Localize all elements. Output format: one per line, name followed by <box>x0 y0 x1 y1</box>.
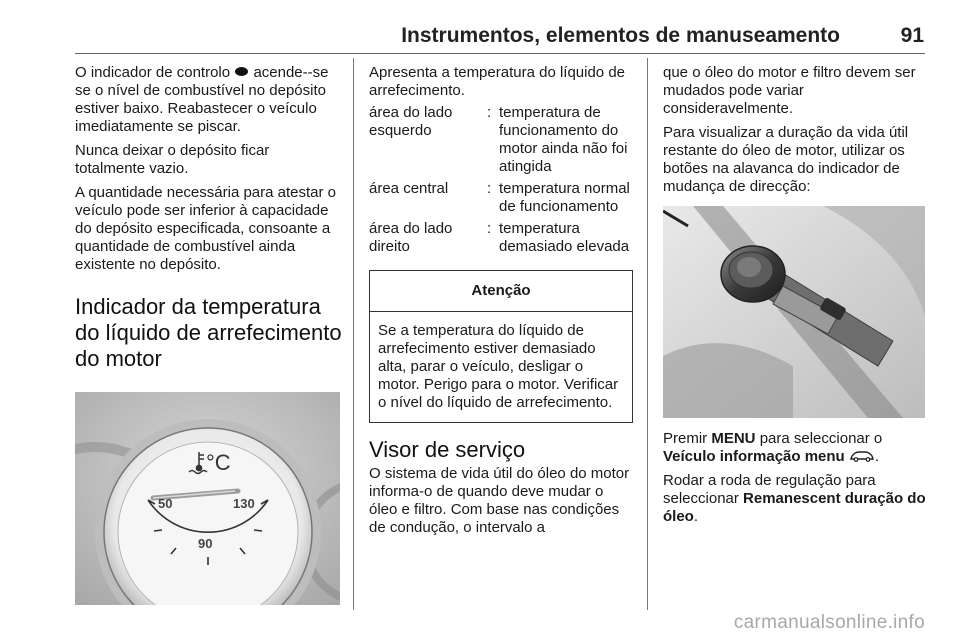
turn-signal-lever-image <box>663 206 925 418</box>
oil-life-instructions-paragraph: Para visualizar a duração da vida útil restante do óleo de motor, utilizar os botões na alavanca do indicador de mudança de direcção: <box>663 124 909 195</box>
watermark: carmanualsonline.info <box>733 612 925 633</box>
refuel-quantity-paragraph: A quantidade necessária para atestar o veículo pode ser inferior à capacidade do depósito especificada, consoante a quantidade de combustível ainda existente no depósito. <box>75 184 337 273</box>
gauge-label-50: 50 <box>158 496 173 511</box>
service-display-paragraph: O sistema de vida útil do óleo do motor informa-o de quando deve mudar o óleo e filtro. Com base nas condições de condução, o intervalo a <box>369 465 630 536</box>
menu-label: MENU <box>711 430 756 447</box>
coolant-intro-paragraph: Apresenta a temperatura do líquido de arrefecimento. <box>369 64 626 99</box>
svg-text:°C: °C <box>206 450 231 475</box>
fuel-warning-paragraph: O indicador de controlo acende--se se o nível de combustível no depósito estiver baixo. Reabastecer o veículo imediatamente se piscar. <box>75 64 329 135</box>
oil-interval-paragraph: que o óleo do motor e filtro devem ser mudados pode variar consideravelmente. <box>663 64 916 117</box>
gauge-label-90: 90 <box>198 536 213 551</box>
coolant-temperature-heading: Indicador da temperatura do líquido de arrefecimento do motor <box>75 294 342 371</box>
column-divider-1 <box>353 58 354 610</box>
table-row: área do lado direito : temperatura demasiado elevada <box>369 220 630 255</box>
caution-notice-box <box>369 270 633 423</box>
caution-notice-body: Se a temperatura do líquido de arrefecimento estiver demasiado alta, parar o veículo, desligar o motor. Perigo para o motor. Verificar o nível do líquido de arrefecimento. <box>378 322 619 411</box>
coolant-gauge-image <box>75 392 340 605</box>
empty-tank-paragraph: Nunca deixar o depósito ficar totalmente vazio. <box>75 142 270 177</box>
fuel-warning-indicator-icon <box>235 67 248 76</box>
temperature-zone-table <box>369 104 633 260</box>
vehicle-info-menu-label: Veículo informação menu <box>663 448 845 465</box>
table-row: área central : temperatura normal de funcionamento <box>369 180 630 215</box>
caution-notice-title: Atenção <box>370 271 632 312</box>
column-1 <box>75 64 343 605</box>
menu-instruction-paragraph: Premir MENU para seleccionar o Veículo informação menu . <box>663 430 883 465</box>
column-3 <box>663 64 928 532</box>
car-icon <box>849 450 875 462</box>
gauge-label-130: 130 <box>233 496 255 511</box>
service-display-heading: Visor de serviço <box>369 437 526 462</box>
table-row: área do lado esquerdo : temperatura de funcionamento do motor ainda não foi atingida <box>369 104 628 175</box>
oil-life-select-paragraph: Rodar a roda de regulação para seleccionar Remanescent duração do óleo. <box>663 472 926 525</box>
running-header-title: Instrumentos, elementos de manuseamento <box>401 24 840 47</box>
page-number: 91 <box>900 24 924 47</box>
header-rule <box>75 53 925 54</box>
column-divider-2 <box>647 58 648 610</box>
remaining-oil-life-label: Remanescent duração do óleo <box>663 490 926 525</box>
column-2 <box>369 64 633 543</box>
